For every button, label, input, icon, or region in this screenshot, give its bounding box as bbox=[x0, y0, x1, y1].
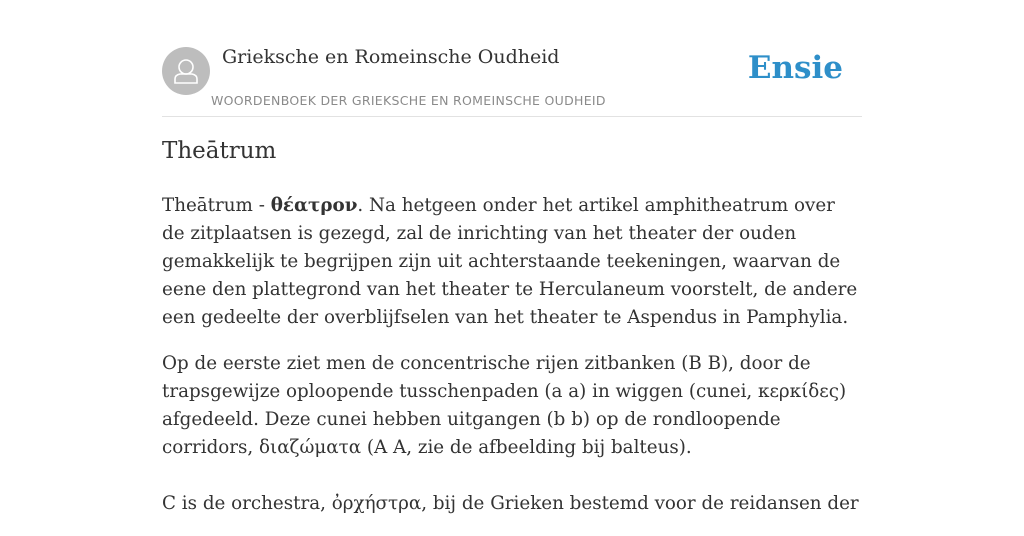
article-body bbox=[162, 192, 862, 536]
source-header bbox=[162, 46, 862, 117]
paragraph bbox=[162, 490, 862, 518]
page-title: Theātrum bbox=[162, 138, 277, 164]
paragraph-text: C is de orchestra, ὀρχήστρα, bij de Grieken bestemd voor de reidansen der bbox=[162, 493, 859, 514]
paragraph bbox=[162, 350, 862, 462]
greek-term: θέατρον bbox=[270, 195, 358, 216]
avatar[interactable] bbox=[162, 47, 210, 95]
lead-term: Theātrum - bbox=[162, 195, 271, 216]
source-subtitle: WOORDENBOEK DER GRIEKSCHE EN ROMEINSCHE OUDHEID bbox=[211, 93, 606, 108]
source-title[interactable]: Grieksche en Romeinsche Oudheid bbox=[222, 46, 560, 68]
paragraph-text: . Na hetgeen onder het artikel amphitheatrum over de zitplaatsen is gezegd, zal de inrichting van het theater der ouden gemakkelijk te begrijpen zijn uit achterstaande teekeningen, waarvan de eene den plattegrond van het theater te Herculaneum voorstelt, de andere een gedeelte der overblijfselen van het theater te Aspendus in Pamphylia. bbox=[162, 195, 858, 328]
paragraph-text: Op de eerste ziet men de concentrische rijen zitbanken (B B), door de trapsgewijze oploopende tusschenpaden (a a) in wiggen (cunei, κερκίδες) afgedeeld. Deze cunei hebben uitgangen (b b) op de rondloopende corridors, διαζώματα (A A, zie de afbeelding bij balteus). bbox=[162, 353, 847, 458]
ensie-logo[interactable]: Ensie bbox=[747, 50, 843, 86]
user-icon bbox=[162, 47, 210, 95]
paragraph bbox=[162, 192, 862, 332]
